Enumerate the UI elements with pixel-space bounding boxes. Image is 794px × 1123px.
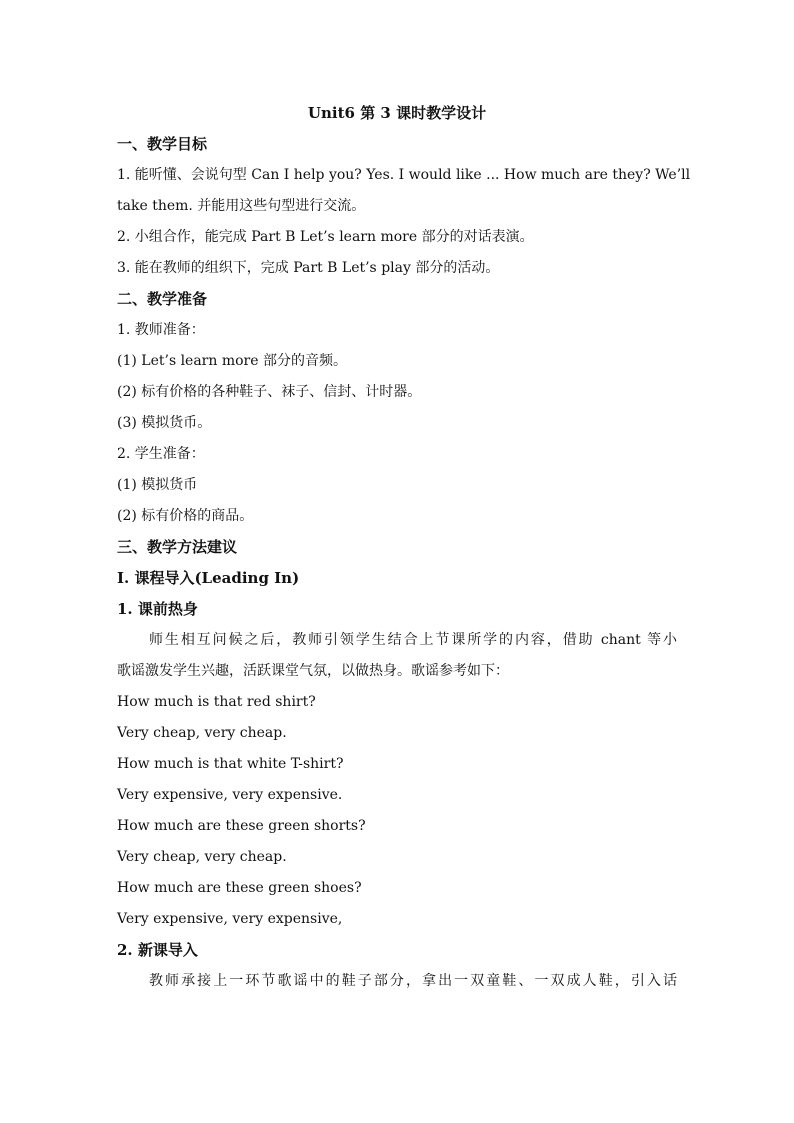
section-heading-preparation: 二、教学准备 (117, 290, 208, 308)
sub-heading-warm-up: 1. 课前热身 (117, 600, 198, 618)
objective-1-line-2: take them. 并能用这些句型进行交流。 (117, 198, 366, 214)
teacher-prep-label: 1. 教师准备： (117, 322, 205, 338)
chant-line: How much are these green shoes? (117, 880, 362, 896)
objective-3: 3. 能在教师的组织下，完成 Part B Let’s play 部分的活动。 (117, 260, 500, 276)
chant-line: How much are these green shorts? (117, 818, 366, 834)
section-heading-methods: 三、教学方法建议 (117, 538, 238, 556)
chant-line: Very cheap, very cheap. (117, 725, 287, 741)
chant-line: Very expensive, very expensive, (117, 911, 343, 927)
teacher-prep-item-2: (2) 标有价格的各种鞋子、袜子、信封、计时器。 (117, 384, 422, 400)
objective-1-line-1: 1. 能听懂、会说句型 Can I help you? Yes. I would like ... How much are they? We’ll (117, 167, 691, 183)
chant-line: Very expensive, very expensive. (117, 787, 343, 803)
part-heading-leading-in: I. 课程导入(Leading In) (117, 569, 300, 587)
document-title: Unit6 第 3 课时教学设计 (307, 104, 487, 122)
warm-up-paragraph-line-1: 师生相互问候之后，教师引领学生结合上节课所学的内容，借助 chant 等小 (149, 632, 677, 648)
student-prep-item-2: (2) 标有价格的商品。 (117, 508, 254, 524)
objective-2: 2. 小组合作，能完成 Part B Let’s learn more 部分的对话表演。 (117, 229, 534, 245)
chant-line: Very cheap, very cheap. (117, 849, 287, 865)
teacher-prep-item-1: (1) Let’s learn more 部分的音频。 (117, 353, 347, 369)
student-prep-item-1: (1) 模拟货币 (117, 477, 198, 493)
chant-line: How much is that white T-shirt? (117, 756, 344, 772)
warm-up-paragraph-line-2: 歌谣激发学生兴趣，活跃课堂气氛，以做热身。歌谣参考如下： (117, 663, 509, 679)
document-page (117, 98, 691, 997)
teacher-prep-item-3: (3) 模拟货币。 (117, 415, 212, 431)
student-prep-label: 2. 学生准备： (117, 446, 205, 462)
section-heading-objectives: 一、教学目标 (117, 135, 208, 153)
new-lesson-paragraph-line-1: 教师承接上一环节歌谣中的鞋子部分，拿出一双童鞋、一双成人鞋，引入话 (149, 973, 677, 989)
sub-heading-new-lesson: 2. 新课导入 (117, 941, 198, 959)
chant-line: How much is that red shirt? (117, 694, 316, 710)
